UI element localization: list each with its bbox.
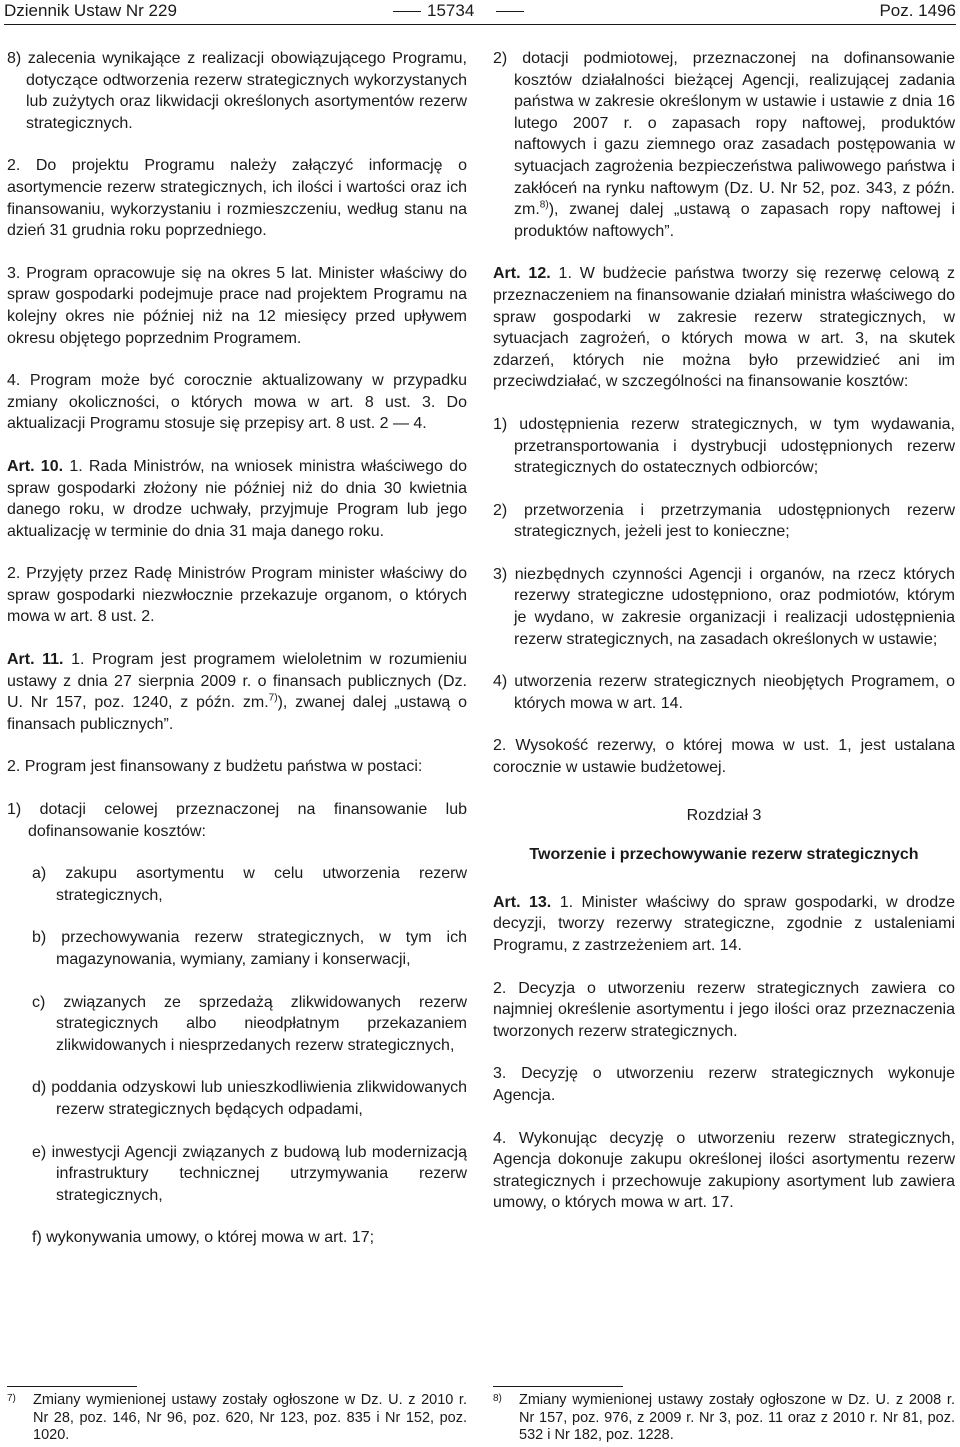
footnote-8 bbox=[493, 1392, 955, 1445]
article-11 bbox=[7, 649, 467, 735]
paragraph: 4. Wykonując decyzję o utworzeniu rezerw strategicznych, Agencja dokonuje zakupu określonej ilości asortymentu rezerw strategicznych i przechowuje zakupiony asortyment lub zawiera umowy, o których mowa w art. 17. bbox=[493, 1129, 955, 1212]
footnote-mark: 8) bbox=[493, 1393, 502, 1404]
journal-title: Dziennik Ustaw Nr 229 bbox=[4, 1, 177, 20]
list-item: 1) dotacji celowej przeznaczonej na finansowanie lub dofinansowanie kosztów: bbox=[7, 801, 467, 840]
right-column bbox=[493, 48, 955, 1235]
list-item: 4) utworzenia rezerw strategicznych nieobjętych Programem, o których mowa w art. 14. bbox=[493, 673, 955, 712]
sub-item: c) związanych ze sprzedażą zlikwidowanych rezerw strategicznych albo nieodpłatnym przekazaniem zlikwidowanych i niesprzedanych rezerw strategicznych, bbox=[32, 993, 467, 1054]
article-10 bbox=[7, 456, 467, 542]
footnote-rule bbox=[7, 1386, 137, 1387]
header-dash bbox=[496, 11, 524, 12]
article-label: Art. 11. bbox=[7, 651, 64, 669]
chapter-title: Tworzenie i przechowywanie rezerw strategicznych bbox=[529, 846, 919, 864]
paragraph: 2. Przyjęty przez Radę Ministrów Program minister właściwy do spraw gospodarki niezwłocznie przekazuje organom, o których mowa w art. 8 ust. 2. bbox=[7, 565, 467, 626]
article-label: Art. 13. bbox=[493, 893, 552, 911]
header-rule bbox=[4, 24, 956, 25]
list-item: 3) niezbędnych czynności Agencji i organów, na rzecz których rezerwy strategiczne udostępniono, oraz podmiotów, którym je wydano, w zakresie organizacji i realizacji udostępnienia rezerw strategicznych, na zasadach określonych w ustawie; bbox=[493, 565, 955, 648]
position-number: Poz. 1496 bbox=[879, 1, 956, 20]
sub-item: d) poddania odzyskowi lub unieszkodliwienia zlikwidowanych rezerw strategicznych będących odpadami, bbox=[32, 1079, 467, 1118]
footnote-mark: 7) bbox=[7, 1393, 16, 1404]
footnote-7 bbox=[7, 1392, 467, 1445]
sub-item: e) inwestycji Agencji związanych z budową lub modernizacją infrastruktury technicznej utrzymywania rezerw strategicznych, bbox=[32, 1143, 467, 1204]
paragraph: 2. Do projektu Programu należy załączyć informację o asortymencie rezerw strategicznych, ich ilości i wartości oraz ich finansowaniu, wykorzystaniu i rozmieszczeniu, według stanu na dzień 31 grudnia roku poprzedniego. bbox=[7, 157, 467, 240]
sub-item: b) przechowywania rezerw strategicznych, w tym ich magazynowania, wymiany, zamiany i konserwacji, bbox=[32, 929, 467, 968]
page-header bbox=[0, 0, 960, 26]
footnote-text: Zmiany wymienionej ustawy zostały ogłoszone w Dz. U. z 2010 r. Nr 28, poz. 146, Nr 96, poz. 620, Nr 123, poz. 835 i Nr 152, poz. 1020. bbox=[33, 1392, 467, 1443]
article-text: ), zwanej dalej „ustawą o finansach publicznych”. bbox=[7, 694, 467, 733]
footnote-ref: 8) bbox=[539, 199, 549, 211]
sub-item: a) zakupu asortymentu w celu utworzenia rezerw strategicznych, bbox=[32, 865, 467, 904]
list-item bbox=[493, 48, 955, 242]
paragraph: 2. Program jest finansowany z budżetu państwa w postaci: bbox=[7, 758, 423, 776]
item-text: 2) dotacji podmiotowej, przeznaczonej na dofinansowanie kosztów działalności bieżącej Agencji, realizującej zadania państwa w zakresie określonym w ustawie i ustawie z dnia 16 lutego 2007 r. o zapasach ropy naftowej, produktów naftowych i gazu ziemnego oraz zasadach postępowania w sytuacjach zagrożenia bezpieczeństwa paliwowego państwa i zakłóceń na rynku naftowym (Dz. U. Nr 52, poz. 343, z późn. zm. bbox=[493, 50, 955, 219]
paragraph: 3. Decyzję o utworzeniu rezerw strategicznych wykonuje Agencja. bbox=[493, 1065, 955, 1104]
page-number: 15734 bbox=[427, 1, 475, 20]
paragraph: 4. Program może być corocznie aktualizowany w przypadku zmiany okoliczności, o których mowa w art. 8 ust. 3. Do aktualizacji Programu stosuje się przepisy art. 8 ust. 2 — 4. bbox=[7, 372, 467, 433]
footnote-ref: 7) bbox=[268, 692, 278, 704]
sub-item: f) wykonywania umowy, o której mowa w art. 17; bbox=[32, 1229, 375, 1247]
footnote-text: Zmiany wymienionej ustawy zostały ogłoszone w Dz. U. z 2008 r. Nr 157, poz. 976, z 2009 r. Nr 3, poz. 11 oraz z 2010 r. Nr 81, poz. 532 i Nr 182, poz. 1228. bbox=[519, 1392, 955, 1443]
paragraph: 8) zalecenia wynikające z realizacji obowiązującego Programu, dotyczące odtworzenia rezerw strategicznych wykorzystanych lub zużytych oraz likwidacji określonych asortymentów rezerw strategicznych. bbox=[7, 50, 467, 132]
article-text: 1. Program jest programem wieloletnim w rozumieniu ustawy z dnia 27 sierpnia 2009 r. o finansach publicznych (Dz. U. Nr 157, poz. 1240, z późn. zm. bbox=[7, 651, 468, 712]
paragraph: 2. Wysokość rezerwy, o której mowa w ust. 1, jest ustalana corocznie w ustawie budżetowej. bbox=[493, 737, 955, 777]
article-12 bbox=[493, 263, 955, 393]
header-dash bbox=[393, 11, 421, 12]
paragraph: 2. Decyzja o utworzeniu rezerw strategicznych zawiera co najmniej określenie asortymentu i jego ilości oraz przeznaczenia tworzonych rezerw strategicznych. bbox=[493, 979, 955, 1040]
left-column bbox=[7, 48, 467, 1270]
article-text: 1. W budżecie państwa tworzy się rezerwę celową z przeznaczeniem na finansowanie działań ministra właściwego do spraw gospodarki w zakresie rezerw strategicznych, w sytuacjach zagrożeń, o których mowa w art. 3, na skutek zdarzeń, których nie można było przewidzieć ani im przeciwdziałać, w szczególności na finansowanie kosztów: bbox=[493, 265, 955, 391]
article-label: Art. 10. bbox=[7, 457, 64, 475]
article-text: 1. Rada Ministrów, na wniosek ministra właściwego do spraw gospodarki złożony nie później niż do dnia 30 kwietnia danego roku, w drodze uchwały, przyjmuje Program lub jego aktualizację w terminie do dnia 31 maja danego roku. bbox=[7, 457, 468, 540]
list-item: 2) przetworzenia i przetrzymania udostępnionych rezerw strategicznych, jeżeli jest to konieczne; bbox=[493, 501, 955, 541]
footnote-rule bbox=[493, 1386, 623, 1387]
article-text: 1. Minister właściwy do spraw gospodarki, w drodze decyzji, tworzy rezerwy strategiczne, zgodnie z ustaleniami Programu, z zastrzeżeniem art. 14. bbox=[493, 893, 955, 954]
paragraph: 3. Program opracowuje się na okres 5 lat. Minister właściwy do spraw gospodarki podejmuje prace nad projektem Programu na kolejny okres nie później niż na 12 miesięcy przed upływem okresu objętego poprzednim Programem. bbox=[7, 264, 467, 347]
chapter-heading: Rozdział 3 bbox=[686, 806, 762, 824]
item-text: ), zwanej dalej „ustawą o zapasach ropy naftowej i produktów naftowych”. bbox=[514, 201, 955, 240]
article-13 bbox=[493, 892, 955, 957]
article-label: Art. 12. bbox=[493, 265, 551, 283]
list-item: 1) udostępnienia rezerw strategicznych, w tym wydawania, przetransportowania i dystrybucji udostępnionych rezerw strategicznych do ostatecznych odbiorców; bbox=[493, 415, 955, 477]
